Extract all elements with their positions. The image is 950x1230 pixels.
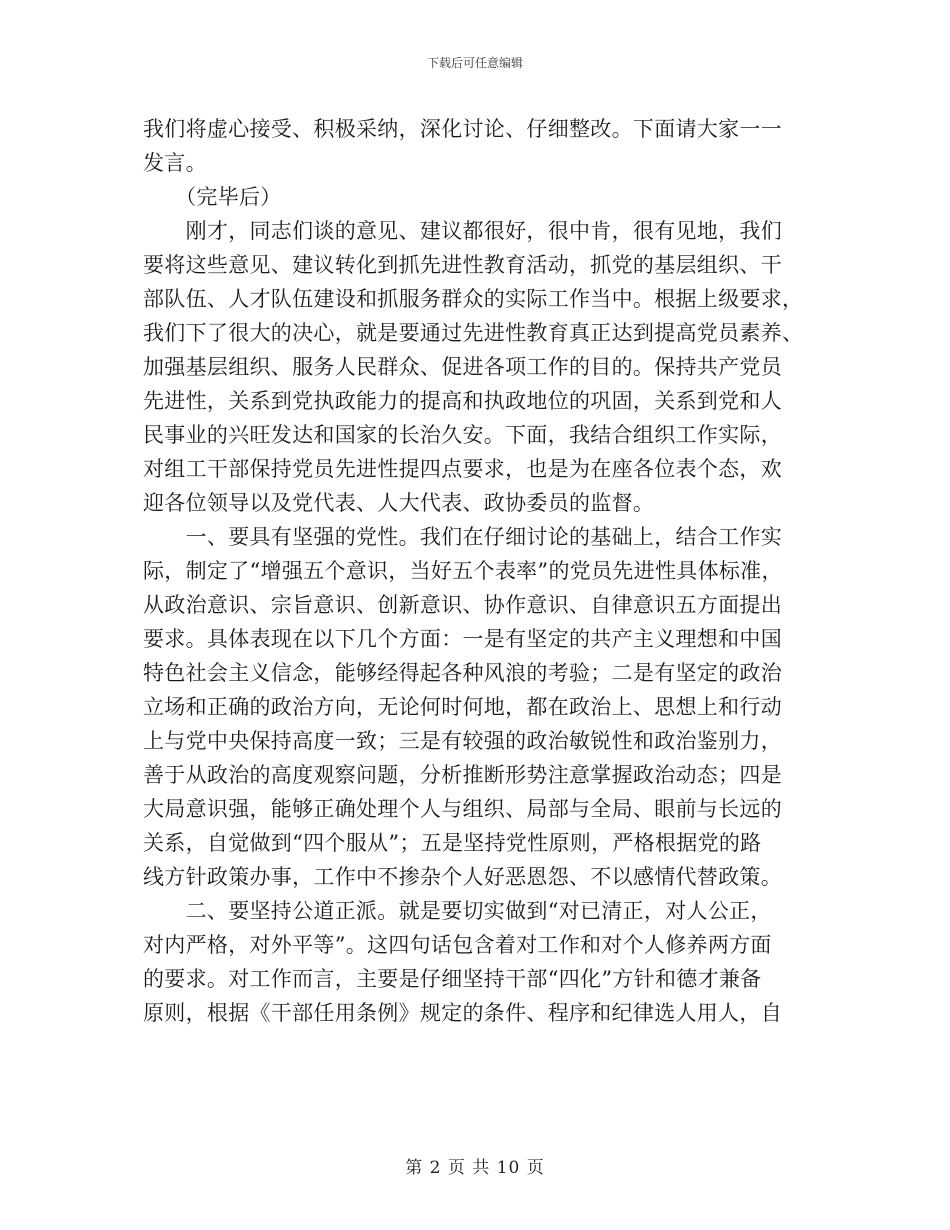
text-line: 线方针政策办事，工作中不掺杂个人好恶恩怨、不以感情代替政策。 [143, 865, 782, 889]
text-line: 刚才，同志们谈的意见、建议都很好，很中肯，很有见地，我们 [143, 219, 782, 243]
text-line: 大局意识强，能够正确处理个人与组织、局部与全局、眼前与长远的 [143, 797, 782, 821]
text-line: 一、要具有坚强的党性。我们在仔细讨论的基础上，结合工作实 [143, 525, 782, 549]
text-line: 发言。 [143, 151, 207, 175]
text-line: 加强基层组织、服务人民群众、促进各项工作的目的。保持共产党员 [143, 355, 782, 379]
text-line: 善于从政治的高度观察问题，分析推断形势注意掌握政治动态；四是 [143, 763, 782, 787]
text-line: 迎各位领导以及党代表、人大代表、政协委员的监督。 [143, 491, 655, 515]
text-line: 对组工干部保持党员先进性提四点要求，也是为在座各位表个态，欢 [143, 457, 782, 481]
text-line: 关系，自觉做到“四个服从”；五是坚持党性原则，严格根据党的路 [143, 831, 762, 855]
text-line: 民事业的兴旺发达和国家的长治久安。下面，我结合组织工作实际， [143, 423, 782, 447]
text-line: 上与党中央保持高度一致；三是有较强的政治敏锐性和政治鉴别力， [143, 729, 782, 753]
page-header: 下载后可任意编辑 [426, 56, 523, 70]
text-line: 际，制定了“增强五个意识，当好五个表率”的党员先进性具体标准， [143, 559, 783, 583]
text-line: 的要求。对工作而言，主要是仔细坚持干部“四化”方针和德才兼备 [143, 967, 762, 991]
text-line: 要求。具体表现在以下几个方面：一是有坚定的共产主义理想和中国 [143, 627, 782, 651]
document-body [143, 112, 807, 1030]
text-line: 我们下了很大的决心，就是要通过先进性教育真正达到提高党员素养、 [143, 321, 804, 345]
text-line: 特色社会主义信念，能够经得起各种风浪的考验；二是有坚定的政治 [143, 661, 782, 685]
text-line: 原则，根据《干部任用条例》规定的条件、程序和纪律选人用人，自 [143, 1001, 782, 1025]
text-line: 对内严格，对外平等”。这四句话包含着对工作和对个人修养两方面 [143, 933, 772, 957]
text-line: 我们将虚心接受、积极采纳，深化讨论、仔细整改。下面请大家一一 [143, 117, 782, 141]
text-line: 从政治意识、宗旨意识、创新意识、协作意识、自律意识五方面提出 [143, 593, 782, 617]
text-line: 二、要坚持公道正派。就是要切实做到“对已清正，对人公正， [143, 899, 772, 923]
page-footer: 第 2 页 共 10 页 [405, 1158, 545, 1178]
text-line: 先进性，关系到党执政能力的提高和执政地位的巩固，关系到党和人 [143, 389, 782, 413]
text-line: （完毕后） [143, 185, 282, 209]
text-line: 要将这些意见、建议转化到抓先进性教育活动，抓党的基层组织、干 [143, 253, 782, 277]
text-line: 部队伍、人才队伍建设和抓服务群众的实际工作当中。根据上级要求， [143, 287, 804, 311]
text-line: 立场和正确的政治方向，无论何时何地，都在政治上、思想上和行动 [143, 695, 782, 719]
